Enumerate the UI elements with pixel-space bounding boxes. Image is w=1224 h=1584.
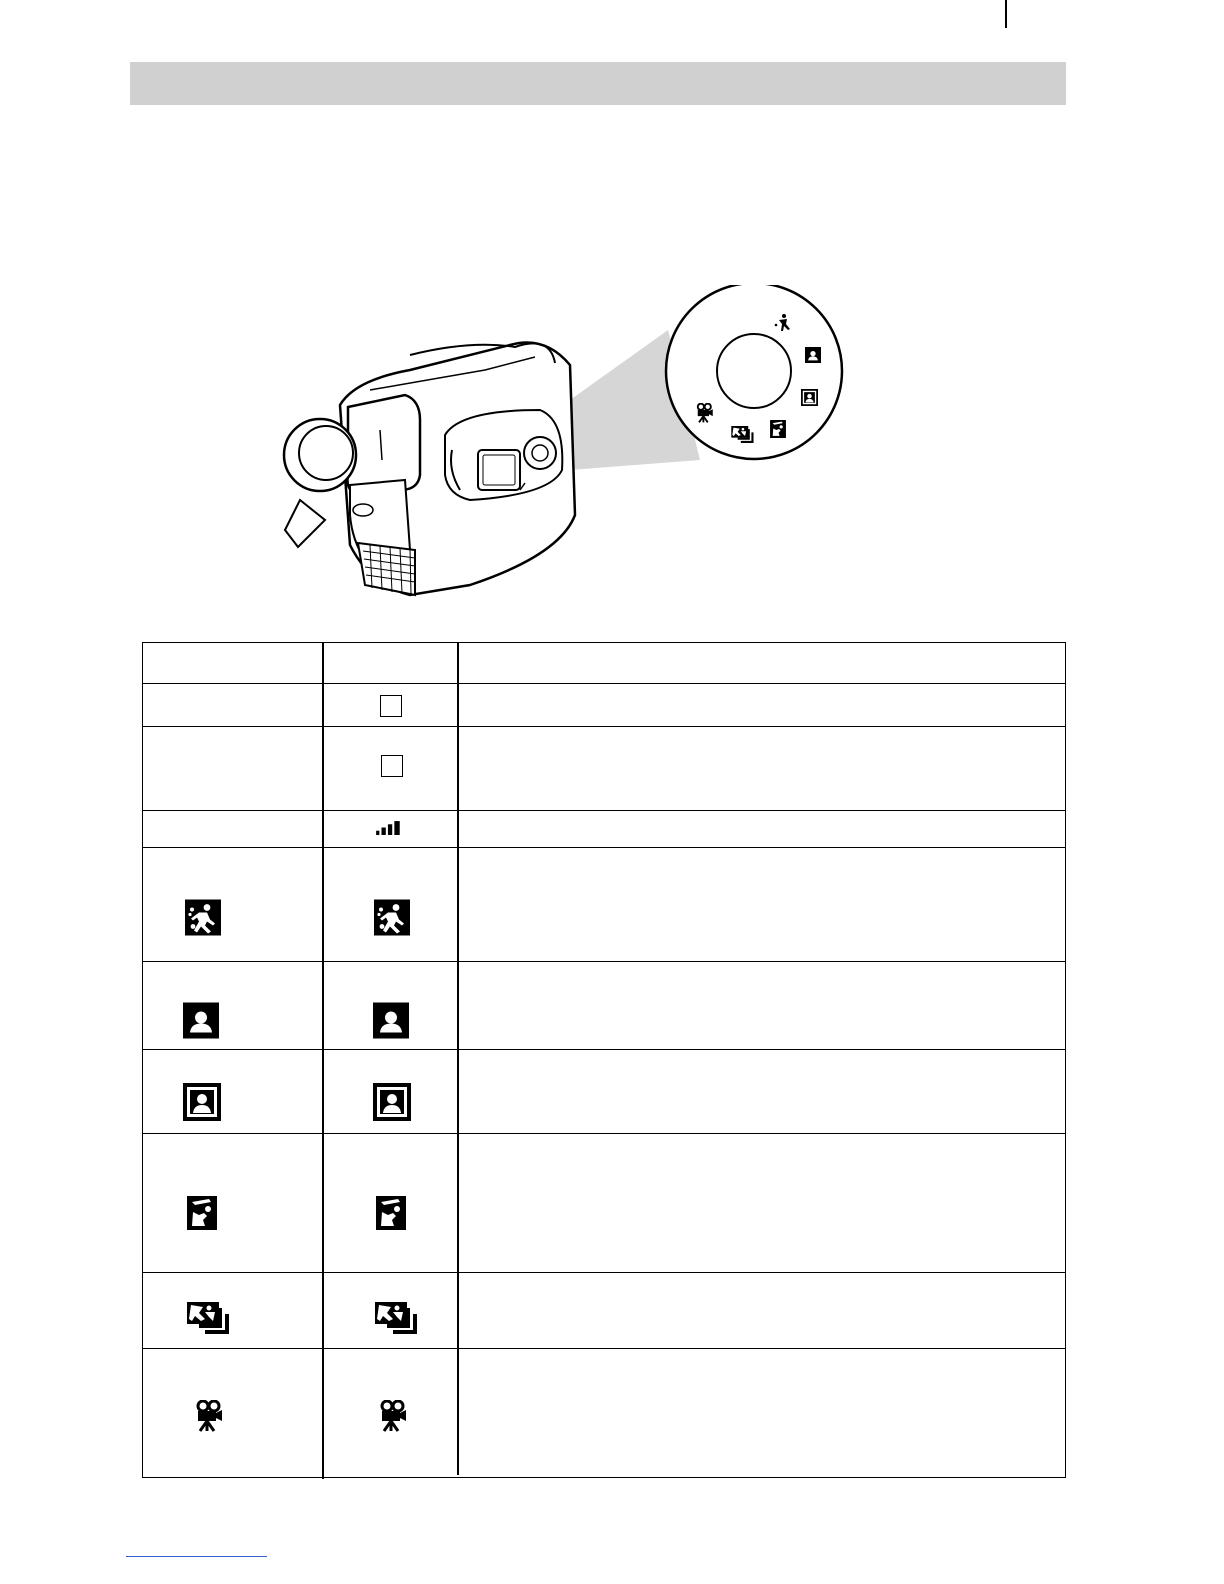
dial-portrait-icon — [805, 347, 821, 363]
page-edge-rule — [1005, 0, 1007, 28]
sports-icon — [374, 899, 410, 936]
dial-sand-snow-icon — [770, 420, 786, 438]
table-row — [143, 683, 1065, 726]
mode-dial-enlarged — [666, 285, 842, 459]
dial-spotlight-icon — [801, 389, 818, 406]
cinema-icon — [192, 1400, 224, 1432]
sand-snow-icon — [376, 1196, 406, 1230]
viewfinder — [347, 395, 420, 495]
table-row — [143, 810, 1065, 847]
table-header-row — [143, 643, 1065, 683]
portrait-icon — [373, 1002, 409, 1039]
portrait-icon — [183, 1002, 219, 1039]
camcorder-illustration — [270, 285, 860, 605]
section-header-bar — [130, 62, 1066, 105]
lens-glass — [299, 426, 353, 480]
high-speed-shutter-icon — [187, 1302, 235, 1336]
grip-strap — [285, 500, 325, 547]
blank-square-icon — [381, 755, 403, 777]
speaker-grille — [358, 543, 415, 595]
high-speed-shutter-icon — [375, 1302, 423, 1336]
table-row — [143, 847, 1065, 961]
spotlight-icon — [183, 1083, 221, 1121]
spotlight-icon — [373, 1083, 411, 1121]
mode-table — [142, 642, 1066, 1478]
table-row — [143, 1272, 1065, 1348]
table-row — [143, 726, 1065, 810]
table-row — [143, 1049, 1065, 1133]
table-row — [143, 1133, 1065, 1272]
sand-snow-icon — [187, 1196, 217, 1230]
sports-icon — [185, 899, 221, 936]
footer-underline — [126, 1556, 267, 1557]
blank-square-icon — [380, 695, 402, 717]
table-row — [143, 1348, 1065, 1479]
table-row — [143, 961, 1065, 1049]
signal-bars-icon — [376, 820, 402, 835]
cinema-icon — [376, 1400, 408, 1432]
